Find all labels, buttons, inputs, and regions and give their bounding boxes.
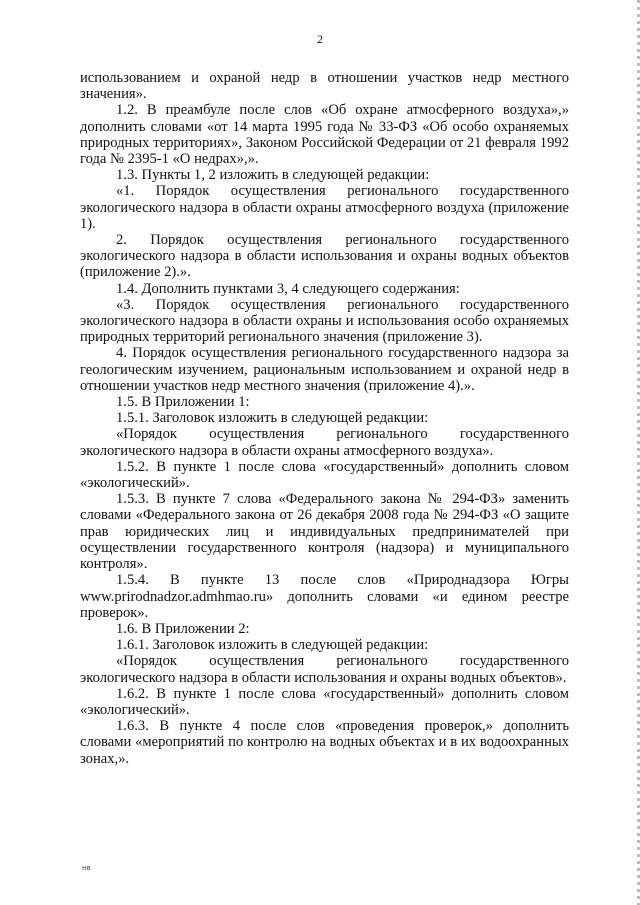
paragraph-1-5-1: 1.5.1. Заголовок изложить в следующей редакции: (116, 410, 429, 427)
paragraph-1-2: 1.2. В преамбуле после слов «Об охране атмосферного воздуха»,» дополнить словами «от 14 марта 1995 года № 33-ФЗ «Об особо охраняемых природных территориях», Законом Российской Федерации от 21 февраля 1992 года № 2395-1 «О недрах»,». (80, 102, 569, 168)
paragraph-1-5-2: 1.5.2. В пункте 1 после слова «государственный» дополнить словом «экологический». (80, 458, 569, 492)
paragraph-item-3: «3. Порядок осуществления регионального государственного экологического надзора в области охраны и использования особо охраняемых природных территорий регионального значения (приложение 3). (80, 296, 569, 346)
paragraph-1-4: 1.4. Дополнить пунктами 3, 4 следующего содержания: (116, 280, 460, 297)
paragraph-1-6: 1.6. В Приложении 2: (116, 620, 250, 637)
paragraph-heading-appendix-1: «Порядок осуществления регионального государственного экологического надзора в области охраны атмосферного воздуха». (80, 426, 569, 459)
paragraph-1-5-4: 1.5.4. В пункте 13 после слов «Природнадзора Югры www.prirodnadzor.admhmao.ru» дополнить словами «и едином реестре проверок». (80, 572, 569, 621)
paragraph-1-3: 1.3. Пункты 1, 2 изложить в следующей редакции: (116, 167, 430, 184)
paragraph-1-5-3: 1.5.3. В пункте 7 слова «Федерального закона № 294-ФЗ» заменить словами «Федерального закона от 26 декабря 2008 года № 294-ФЗ «О защите прав юридических лиц и индивидуальных предпринимателей при осуществлении государственного контроля (надзора) и муниципального контроля». (80, 491, 569, 573)
paragraph-item-2: 2. Порядок осуществления регионального государственного экологического надзора в области использования и охраны водных объектов (приложение 2).». (80, 232, 569, 281)
paragraph-item-1: «1. Порядок осуществления регионального государственного экологического надзора в области охраны атмосферного воздуха (приложение 1). (80, 183, 569, 232)
paragraph-1-5: 1.5. В Приложении 1: (116, 394, 250, 411)
paragraph-1-6-2: 1.6.2. В пункте 1 после слова «государственный» дополнить словом «экологический». (80, 685, 569, 718)
paragraph-heading-appendix-2: «Порядок осуществления регионального государственного экологического надзора в области использования и охраны водных объектов». (80, 653, 569, 686)
document-body (80, 70, 569, 767)
paragraph-1-6-3: 1.6.3. В пункте 4 после слов «проведения проверок,» дополнить словами «мероприятий по контролю на водных объектах и в их водоохранных зонах,». (80, 718, 569, 767)
paragraph-item-4: 4. Порядок осуществления регионального государственного надзора за геологическим изучением, рациональным использованием и охраной недр в отношении участков недр местного значения (приложение 4).». (80, 345, 569, 394)
paragraph-1-6-1: 1.6.1. Заголовок изложить в следующей редакции: (116, 637, 429, 654)
page-number: 2 (317, 32, 323, 46)
paragraph-continuation: использованием и охраной недр в отношении участков недр местного значения». (80, 70, 569, 103)
footer-mark: нв (82, 864, 91, 872)
